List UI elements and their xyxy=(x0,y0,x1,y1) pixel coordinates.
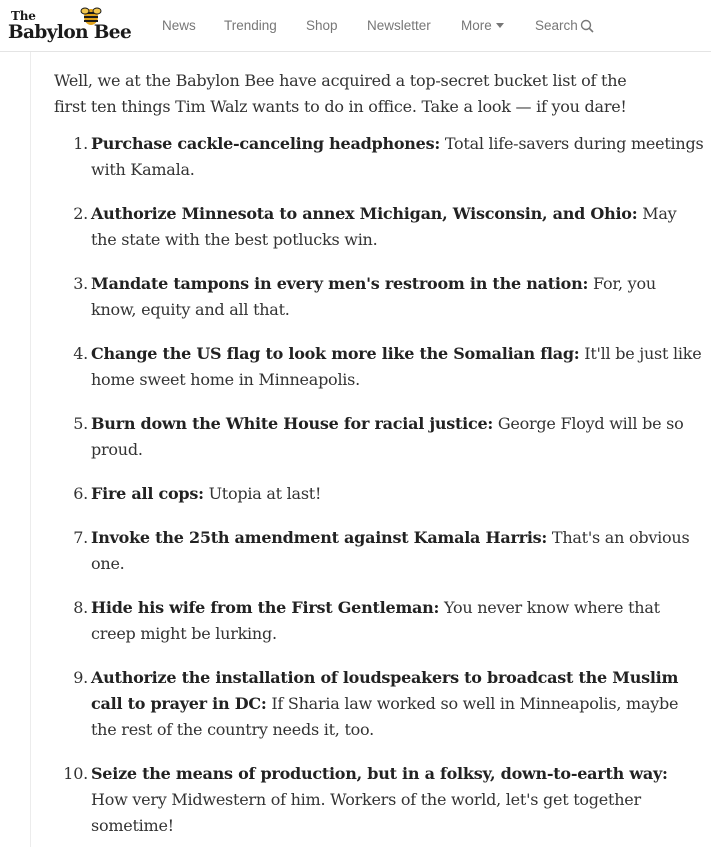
logo-name-text: Babylon Bee xyxy=(8,22,132,43)
list-item xyxy=(54,595,704,647)
search-icon xyxy=(580,19,594,33)
list-item-heading: Fire all cops: xyxy=(91,484,204,503)
list-item-text: Utopia at last! xyxy=(203,484,322,503)
list-item-text: That's an obvious one. xyxy=(91,528,690,573)
list-item xyxy=(54,761,704,839)
list-item-number: 6. xyxy=(73,484,88,503)
list-item-number: 5. xyxy=(73,414,88,433)
nav-newsletter[interactable]: Newsletter xyxy=(367,18,431,33)
list-item-heading: Purchase cackle-canceling headphones: xyxy=(91,134,440,153)
list-item-number: 10. xyxy=(63,764,88,783)
list-item-number: 7. xyxy=(73,528,88,547)
logo-the-text: The xyxy=(11,9,36,23)
list-item-text: For, you know, equity and all that. xyxy=(91,274,656,319)
nav-trending[interactable]: Trending xyxy=(224,18,277,33)
nav-search-label: Search xyxy=(535,18,578,33)
site-logo[interactable] xyxy=(8,6,133,46)
chevron-down-icon xyxy=(496,23,504,28)
list-item-heading: Invoke the 25th amendment against Kamala Harris: xyxy=(91,528,548,547)
list-item-heading: Hide his wife from the First Gentleman: xyxy=(91,598,440,617)
list-item-text: May the state with the best potlucks win. xyxy=(91,204,677,249)
nav-search[interactable] xyxy=(535,17,594,35)
list-item-text: If Sharia law worked so well in Minneapolis, maybe the rest of the country needs it, too. xyxy=(91,694,679,739)
list-item-heading: Change the US flag to look more like the Somalian flag: xyxy=(91,344,580,363)
article-intro: Well, we at the Babylon Bee have acquired a top-secret bucket list of the first ten things Tim Walz wants to do in office. Take a look — if you dare! xyxy=(54,71,627,116)
article-body xyxy=(54,68,704,847)
bucket-list xyxy=(54,131,704,839)
list-item xyxy=(54,271,704,323)
list-item-heading: Seize the means of production, but in a folksy, down-to-earth way: xyxy=(91,764,668,783)
list-item xyxy=(54,411,704,463)
list-item-text: How very Midwestern of him. Workers of the world, let's get together sometime! xyxy=(91,790,641,835)
nav-shop[interactable]: Shop xyxy=(306,18,338,33)
list-item-number: 8. xyxy=(73,598,88,617)
list-item-heading: Authorize Minnesota to annex Michigan, Wisconsin, and Ohio: xyxy=(91,204,638,223)
list-item-text: It'll be just like home sweet home in Minneapolis. xyxy=(91,344,702,389)
nav-news[interactable]: News xyxy=(162,18,196,33)
list-item-heading: Mandate tampons in every men's restroom in the nation: xyxy=(91,274,589,293)
list-item-number: 9. xyxy=(73,668,88,687)
top-navbar xyxy=(0,0,711,52)
list-item-number: 2. xyxy=(73,204,88,223)
list-item xyxy=(54,131,704,183)
list-item xyxy=(54,341,704,393)
content-left-divider xyxy=(30,52,31,847)
list-item xyxy=(54,525,704,577)
list-item-heading: Authorize the installation of loudspeakers to broadcast the Muslim call to prayer in DC: xyxy=(91,668,679,713)
nav-more-label: More xyxy=(461,18,492,33)
list-item xyxy=(54,665,704,743)
list-item-number: 3. xyxy=(73,274,88,293)
list-item-text: George Floyd will be so proud. xyxy=(91,414,684,459)
list-item xyxy=(54,201,704,253)
nav-more-menu[interactable] xyxy=(461,17,504,35)
list-item-number: 4. xyxy=(73,344,88,363)
list-item-text: Total life-savers during meetings with Kamala. xyxy=(91,134,704,179)
list-item-heading: Burn down the White House for racial justice: xyxy=(91,414,494,433)
list-item-number: 1. xyxy=(73,134,88,153)
list-item xyxy=(54,481,704,507)
list-item-text: You never know where that creep might be lurking. xyxy=(91,598,660,643)
